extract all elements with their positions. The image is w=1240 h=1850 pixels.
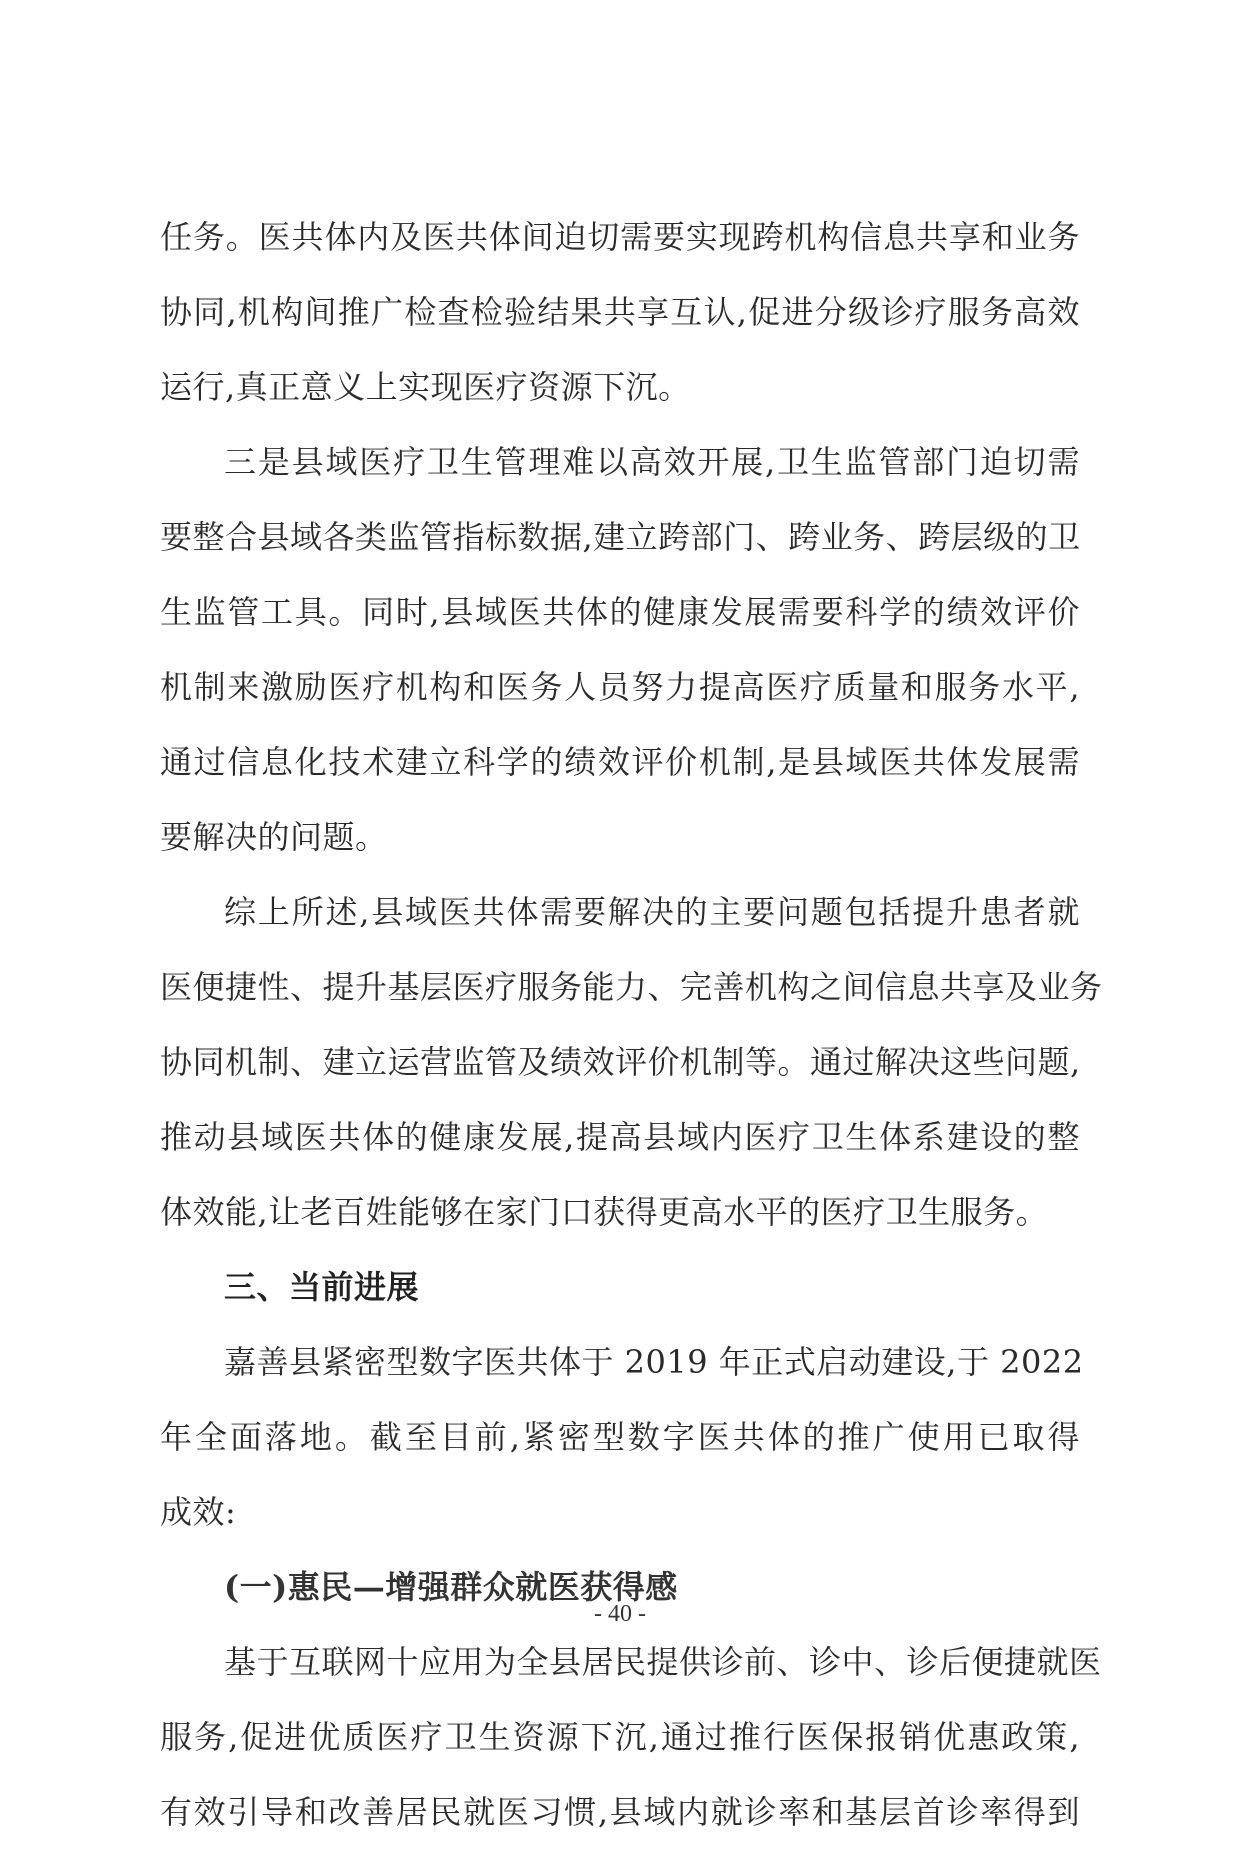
paragraph-line: 有效引导和改善居民就医习惯,县域内就诊率和基层首诊率得到 (160, 1793, 1080, 1831)
paragraph-line: 服务,促进优质医疗卫生资源下沉,通过推行医保报销优惠政策, (160, 1718, 1080, 1756)
paragraph-line: 推动县域医共体的健康发展,提高县域内医疗卫生体系建设的整 (160, 1118, 1080, 1156)
paragraph-line: 年全面落地。截至目前,紧密型数字医共体的推广使用已取得 (160, 1418, 1080, 1456)
paragraph-line: 基于互联网十应用为全县居民提供诊前、诊中、诊后便捷就医 (224, 1643, 1102, 1681)
paragraph-line: 任务。医共体内及医共体间迫切需要实现跨机构信息共享和业务 (160, 218, 1080, 256)
paragraph-line: 机制来激励医疗机构和医务人员努力提高医疗质量和服务水平, (160, 668, 1080, 706)
paragraph-line: 运行,真正意义上实现医疗资源下沉。 (160, 368, 691, 406)
paragraph-line: 生监管工具。同时,县域医共体的健康发展需要科学的绩效评价 (160, 593, 1080, 631)
paragraph-line: 体效能,让老百姓能够在家门口获得更高水平的医疗卫生服务。 (160, 1193, 1049, 1231)
paragraph-line: 要整合县域各类监管指标数据,建立跨部门、跨业务、跨层级的卫 (160, 518, 1081, 556)
paragraph-line: 协同,机构间推广检查检验结果共享互认,促进分级诊疗服务高效 (160, 293, 1080, 331)
paragraph-line: 要解决的问题。 (160, 818, 388, 856)
paragraph-line: 成效: (160, 1493, 237, 1531)
paragraph-line: 三是县域医疗卫生管理难以高效开展,卫生监管部门迫切需 (224, 443, 1080, 481)
paragraph-line: 综上所述,县域医共体需要解决的主要问题包括提升患者就 (224, 893, 1080, 931)
page-number: - 40 - (594, 1601, 646, 1627)
paragraph-line: 嘉善县紧密型数字医共体于 2019 年正式启动建设,于 2022 (224, 1343, 1084, 1381)
paragraph-line: 协同机制、建立运营监管及绩效评价机制等。通过解决这些问题, (160, 1043, 1081, 1081)
subsection-heading: (一)惠民—增强群众就医获得感 (224, 1568, 678, 1606)
paragraph-line: 通过信息化技术建立科学的绩效评价机制,是县域医共体发展需 (160, 743, 1080, 781)
paragraph-line: 医便捷性、提升基层医疗服务能力、完善机构之间信息共享及业务 (160, 968, 1103, 1006)
section-heading: 三、当前进展 (224, 1268, 420, 1306)
